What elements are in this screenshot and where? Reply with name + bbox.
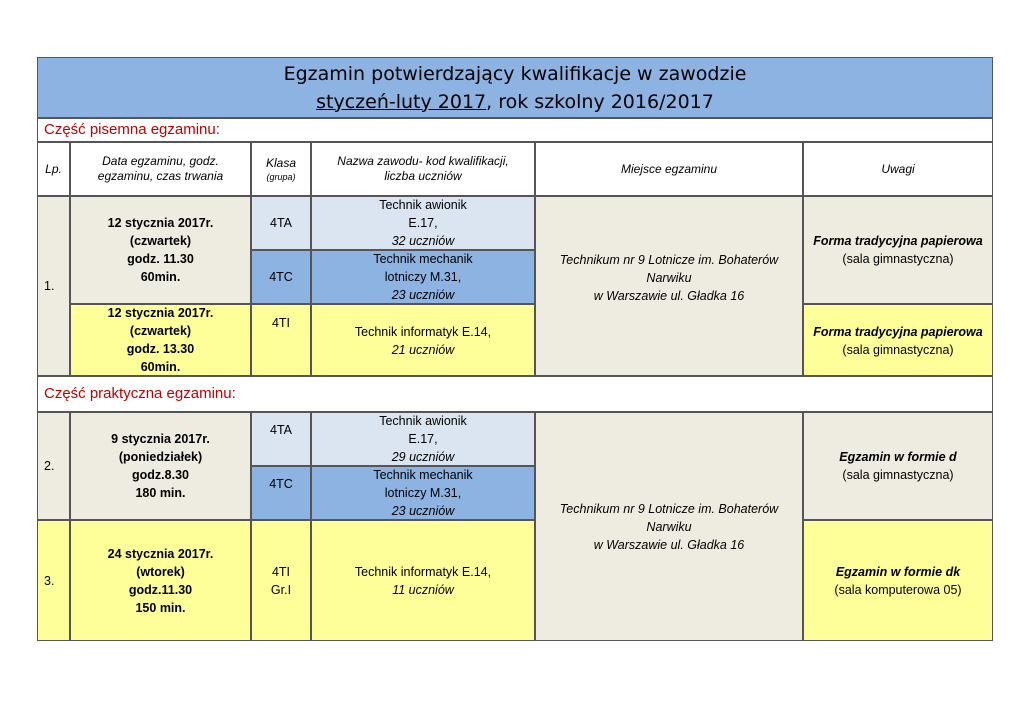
written-date-2 xyxy=(70,304,251,376)
practical-name-awionik-code: E.17, xyxy=(408,432,438,446)
practical-date-2-duration: 180 min. xyxy=(135,486,186,500)
header-name-line2: liczba uczniów xyxy=(384,169,462,183)
written-name-mechanik-count: 23 uczniów xyxy=(391,288,455,302)
header-notes xyxy=(803,142,993,196)
written-note-2-room: (sala gimnastyczna) xyxy=(842,343,954,357)
section-practical-label: Część praktyczna egzaminu: xyxy=(44,385,236,402)
header-notes-label: Uwagi xyxy=(881,161,915,176)
written-class-4ta xyxy=(251,196,311,250)
practical-date-3-date: 24 stycznia 2017r. xyxy=(107,546,214,561)
written-name-mechanik-title: Technik mechanik xyxy=(373,252,473,266)
practical-class-4ti-label: 4TI xyxy=(271,564,291,579)
practical-date-2-day: (poniedziałek) xyxy=(118,450,203,464)
practical-name-informatyk xyxy=(311,520,535,641)
written-class-4tc-label: 4TC xyxy=(269,270,293,284)
practical-class-4ta xyxy=(251,412,311,466)
practical-class-4tc xyxy=(251,466,311,520)
written-note-1-form: Forma tradycyjna papierowa xyxy=(813,234,983,248)
practical-note-2 xyxy=(803,412,993,520)
title-line-1: Egzamin potwierdzający kwalifikacje w zawodzie xyxy=(283,62,747,85)
written-name-mechanik-code: lotniczy M.31, xyxy=(384,270,462,284)
header-lp-label: Lp. xyxy=(45,161,62,176)
written-date-1-duration: 60min. xyxy=(140,270,181,284)
header-name-line1: Nazwa zawodu- kod kwalifikacji, xyxy=(337,154,509,168)
written-place-line3: w Warszawie ul. Gładka 16 xyxy=(593,289,745,303)
practical-note-2-form: Egzamin w formie d xyxy=(839,450,957,464)
written-date-2-day: (czwartek) xyxy=(129,324,192,338)
header-lp xyxy=(37,142,70,196)
title-school-year: , rok szkolny 2016/2017 xyxy=(486,90,714,113)
header-place-label: Miejsce egzaminu xyxy=(620,161,718,176)
practical-note-2-room: (sala gimnastyczna) xyxy=(842,468,954,482)
section-written-label: Część pisemna egzaminu: xyxy=(44,121,220,138)
practical-lp-3 xyxy=(37,520,70,641)
header-date xyxy=(70,142,251,196)
written-date-1-date: 12 stycznia 2017r. xyxy=(107,216,214,230)
practical-lp-3-value: 3. xyxy=(44,573,55,588)
practical-date-3 xyxy=(70,520,251,641)
written-name-awionik-code: E.17, xyxy=(408,216,438,230)
header-date-line1: Data egzaminu, godz. xyxy=(102,154,219,168)
written-note-1 xyxy=(803,196,993,304)
written-name-informatyk-count: 21 uczniów xyxy=(391,343,455,357)
practical-note-3 xyxy=(803,520,993,641)
written-note-2 xyxy=(803,304,993,376)
practical-date-3-duration: 150 min. xyxy=(135,600,186,615)
header-name xyxy=(311,142,535,196)
written-date-1 xyxy=(70,196,251,304)
practical-place xyxy=(535,412,803,641)
practical-note-3-form: Egzamin w formie dk xyxy=(835,564,961,579)
practical-date-3-time: godz.11.30 xyxy=(128,582,193,597)
written-name-awionik xyxy=(311,196,535,250)
practical-name-informatyk-count: 11 uczniów xyxy=(392,582,454,597)
written-class-4ti xyxy=(251,304,311,376)
header-class-sub: (grupa) xyxy=(266,171,296,182)
written-class-4ti-label: 4TI xyxy=(271,316,291,330)
written-date-2-duration: 60min. xyxy=(140,360,181,374)
practical-name-awionik-title: Technik awionik xyxy=(379,414,467,428)
practical-lp-2-value: 2. xyxy=(44,459,55,473)
written-name-informatyk xyxy=(311,304,535,376)
written-place-line2: Narwiku xyxy=(646,271,692,285)
practical-name-mechanik xyxy=(311,466,535,520)
written-place-line1: Technikum nr 9 Lotnicze im. Bohaterów xyxy=(559,253,779,267)
written-lp xyxy=(37,196,70,376)
written-name-mechanik xyxy=(311,250,535,304)
written-lp-value: 1. xyxy=(44,279,55,293)
header-class xyxy=(251,142,311,196)
practical-class-4tc-label: 4TC xyxy=(269,477,293,491)
header-place xyxy=(535,142,803,196)
practical-place-line3: w Warszawie ul. Gładka 16 xyxy=(593,537,745,552)
written-class-4tc xyxy=(251,250,311,304)
written-note-1-room: (sala gimnastyczna) xyxy=(842,252,954,266)
section-written xyxy=(37,118,993,142)
practical-date-2 xyxy=(70,412,251,520)
written-date-2-time: godz. 13.30 xyxy=(126,342,195,356)
written-class-4ta-label: 4TA xyxy=(270,216,292,230)
title-date-range: styczeń-luty 2017 xyxy=(316,90,487,113)
written-date-1-time: godz. 11.30 xyxy=(127,252,194,266)
practical-date-2-date: 9 stycznia 2017r. xyxy=(111,432,210,446)
practical-name-informatyk-title: Technik informatyk E.14, xyxy=(354,564,492,579)
practical-name-mechanik-code: lotniczy M.31, xyxy=(384,486,462,500)
practical-date-3-day: (wtorek) xyxy=(136,564,185,579)
written-name-awionik-count: 32 uczniów xyxy=(391,234,455,248)
section-practical xyxy=(37,376,993,412)
practical-class-4ta-label: 4TA xyxy=(270,423,292,437)
title-line-2 xyxy=(316,88,714,116)
practical-name-awionik-count: 29 uczniów xyxy=(391,450,455,464)
written-date-2-date: 12 stycznia 2017r. xyxy=(107,306,214,320)
document-title xyxy=(37,57,993,118)
practical-lp-2 xyxy=(37,412,70,520)
practical-name-awionik xyxy=(311,412,535,466)
practical-date-2-time: godz.8.30 xyxy=(132,468,189,482)
practical-class-4ti-group: Gr.I xyxy=(270,582,292,597)
written-date-1-day: (czwartek) xyxy=(129,234,192,248)
written-name-awionik-title: Technik awionik xyxy=(379,198,467,212)
written-note-2-form: Forma tradycyjna papierowa xyxy=(813,325,983,339)
practical-place-line2: Narwiku xyxy=(646,519,692,534)
written-place xyxy=(535,196,803,376)
practical-place-line1: Technikum nr 9 Lotnicze im. Bohaterów xyxy=(559,501,779,516)
practical-note-3-room: (sala komputerowa 05) xyxy=(834,582,962,597)
practical-name-mechanik-count: 23 uczniów xyxy=(391,504,455,518)
header-class-label: Klasa xyxy=(265,155,297,170)
header-date-line2: egzaminu, czas trwania xyxy=(97,169,224,183)
practical-class-4ti xyxy=(251,520,311,641)
practical-name-mechanik-title: Technik mechanik xyxy=(373,468,473,482)
written-name-informatyk-title: Technik informatyk E.14, xyxy=(354,325,492,339)
